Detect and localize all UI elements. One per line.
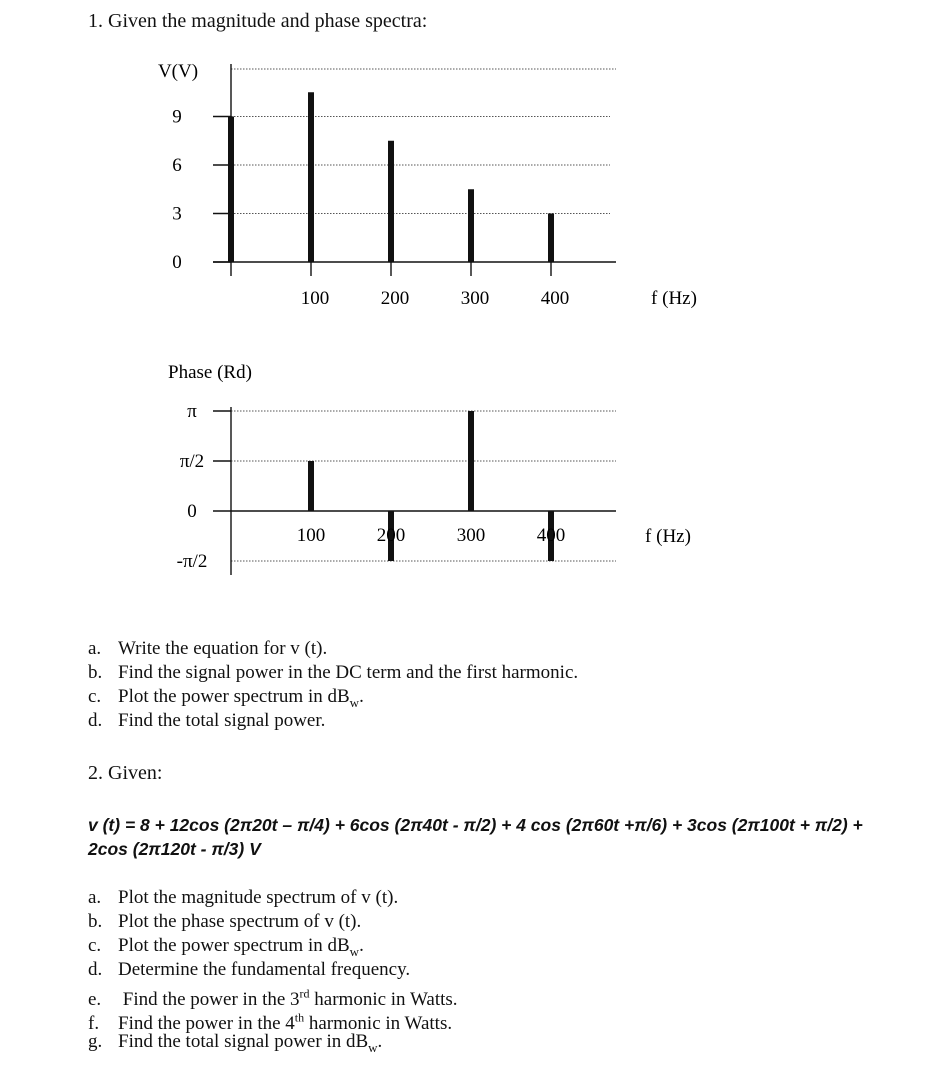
phase-yticks [177,401,231,572]
q1-question-list [88,637,578,733]
list-item: c. Plot the power spectrum in $dB_w$. [88,935,364,959]
xtick-label: 100 [300,288,330,309]
list-item: b. Plot the phase spectrum of v (t). [88,911,362,932]
phase-ylabel: Phase (Rd) [168,362,252,383]
xtick-label: 100 [296,525,326,546]
magnitude-spectrum-chart [0,0,948,330]
list-item: e. Find the power in the 3rd harmonic in Watts. [88,987,458,1011]
magnitude-bar [548,214,554,263]
q2-equation-line-2: 2cos (2π120t - π/3) V [88,839,261,859]
magnitude-axes [213,64,616,276]
list-item: c. Plot the power spectrum in $dB_w$. [88,686,364,710]
xtick-label: 200 [376,525,406,546]
list-item: g. Find the total signal power in $dB_w$. [88,1031,383,1055]
ytick-label: π/2 [179,451,205,472]
list-item: d. Find the total signal power. [88,710,326,731]
xtick-label: 200 [380,288,410,309]
magnitude-bar [228,117,234,263]
magnitude-gridlines [231,69,616,214]
magnitude-yticks [172,107,231,274]
phase-bars [308,411,554,561]
xtick-label: 400 [536,525,566,546]
phase-bar [308,461,314,511]
q2-title: 2. Given: [88,762,163,784]
magnitude-bar [468,189,474,262]
magnitude-bars [228,92,554,262]
list-item: b. Find the signal power in the DC term and the first harmonic. [88,662,579,683]
list-item: f. Find the power in the 4th harmonic in Watts. [88,1011,453,1035]
magnitude-bar [308,92,314,262]
ytick-label: π [187,401,197,422]
phase-xticks [297,525,566,546]
q1-title: 1. Given the magnitude and phase spectra: [88,10,428,32]
xtick-label: 300 [456,525,486,546]
magnitude-bar [388,141,394,262]
list-item: a. Plot the magnitude spectrum of v (t). [88,887,399,908]
q2-equation-line-1: v (t) = 8 + 12cos (2π20t – π/4) + 6cos (2π40t - π/2) + 4 cos (2π60t +π/6) + 3cos (2π100t + π/2) + [88,815,863,835]
list-item: a. Write the equation for v (t). [88,638,328,659]
magnitude-xlabel: f (Hz) [651,288,697,309]
ytick-label: 9 [172,106,182,128]
magnitude-ylabel: V(V) [157,61,199,82]
q2-question-list [88,886,458,1054]
ytick-label: 3 [172,203,182,225]
xtick-label: 300 [460,288,490,309]
ytick-label: 0 [187,501,197,522]
phase-bar [468,411,474,511]
xtick-label: 400 [540,288,570,309]
ytick-label: 0 [172,252,182,273]
phase-spectrum-chart [0,340,948,590]
ytick-label: -π/2 [176,551,208,572]
phase-axes [213,407,616,575]
list-item: d. Determine the fundamental frequency. [88,959,411,980]
phase-xlabel: f (Hz) [645,526,691,547]
ytick-label: 6 [172,155,182,176]
